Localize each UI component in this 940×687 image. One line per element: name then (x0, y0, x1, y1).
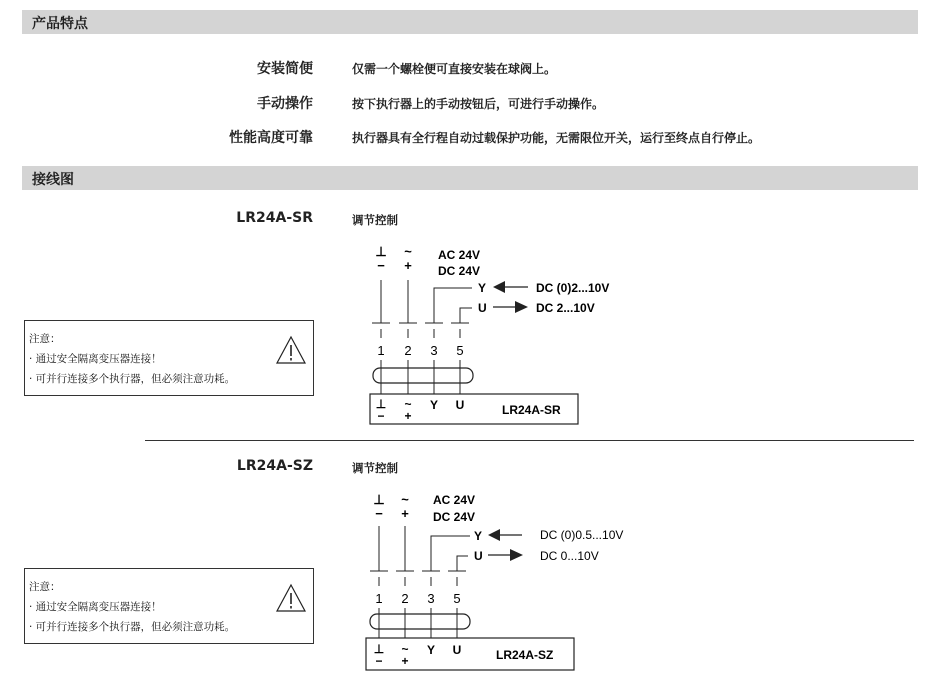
y-signal-name: Y (474, 529, 483, 543)
minus-symbol: − (375, 506, 383, 521)
feature-text: 按下执行器上的手动按钮后，可进行手动操作。 (352, 97, 605, 111)
feature-label: 安装简便 (257, 61, 313, 77)
plus-symbol: + (401, 654, 409, 668)
arrow-left-icon (493, 281, 505, 293)
section-title: 产品特点 (32, 16, 88, 32)
feature-text: 执行器具有全行程自动过载保护功能，无需限位开关，运行至终点自行停止。 (352, 131, 761, 145)
u-signal-name: U (474, 549, 483, 563)
terminal-number: 3 (427, 591, 435, 606)
section-title: 接线图 (32, 172, 74, 188)
box-model-label: LR24A-SZ (496, 648, 554, 662)
terminal-number: 1 (375, 591, 383, 606)
u-signal-name: U (478, 301, 487, 315)
minus-symbol: − (377, 258, 385, 273)
box-y-label: Y (426, 643, 436, 657)
caution-note (24, 320, 314, 396)
feature-text: 仅需一个螺栓便可直接安装在球阀上。 (352, 62, 557, 76)
y-signal-name: Y (478, 281, 487, 295)
note-line: · 可并行连接多个执行器，但必须注意功耗。 (29, 621, 236, 633)
cable-sheath (373, 368, 473, 383)
supply-dc-label: DC 24V (438, 264, 481, 278)
arrow-right-icon (510, 549, 523, 561)
box-u-label: U (452, 643, 462, 657)
minus-symbol: − (377, 409, 385, 423)
warning-triangle-icon (275, 583, 307, 613)
box-u-label: U (455, 398, 465, 412)
terminal-number: 2 (401, 591, 409, 606)
plus-symbol: + (404, 258, 412, 273)
note-title: 注意： (29, 581, 61, 593)
control-type-label: 调节控制 (352, 461, 398, 475)
box-y-label: Y (429, 398, 439, 412)
supply-ac-label: AC 24V (438, 248, 481, 262)
u-signal-range: DC 0...10V (540, 549, 599, 563)
plus-symbol: + (401, 506, 409, 521)
terminal-number: 2 (404, 343, 412, 358)
terminal-number: 5 (456, 343, 464, 358)
y-signal-range: DC (0)0.5...10V (540, 528, 624, 542)
tilde-symbol: ~ (404, 244, 412, 259)
note-line: · 可并行连接多个执行器，但必须注意功耗。 (29, 373, 236, 385)
wiring-diagram-lr24a-sz (360, 484, 660, 684)
terminal-number: 5 (453, 591, 461, 606)
tilde-symbol: ~ (404, 397, 412, 411)
arrow-left-icon (488, 529, 500, 541)
terminal-number: 3 (430, 343, 438, 358)
ground-symbol: ⊥ (375, 244, 387, 259)
plus-symbol: + (404, 409, 412, 423)
model-label: LR24A-SZ (236, 458, 313, 474)
terminal-number: 1 (377, 343, 385, 358)
tilde-symbol: ~ (401, 492, 409, 507)
note-title: 注意： (29, 333, 61, 345)
note-line: · 通过安全隔离变压器连接！ (29, 601, 162, 613)
model-label: LR24A-SR (236, 210, 313, 226)
supply-ac-label: AC 24V (433, 493, 476, 507)
warning-triangle-icon (275, 335, 307, 365)
section-header-wiring (22, 166, 918, 190)
divider (145, 440, 914, 441)
u-signal-range: DC 2...10V (536, 301, 595, 315)
feature-label: 性能高度可靠 (229, 130, 313, 146)
ground-symbol: ⊥ (373, 642, 385, 656)
feature-label: 手动操作 (257, 96, 313, 112)
y-signal-range: DC (0)2...10V (536, 281, 610, 295)
ground-symbol: ⊥ (375, 397, 387, 411)
cable-sheath (370, 614, 470, 629)
box-model-label: LR24A-SR (502, 403, 561, 417)
wiring-diagram-lr24a-sr (360, 236, 660, 436)
ground-symbol: ⊥ (373, 492, 385, 507)
arrow-right-icon (515, 301, 528, 313)
caution-note (24, 568, 314, 644)
section-header-features (22, 10, 918, 34)
tilde-symbol: ~ (401, 642, 409, 656)
note-line: · 通过安全隔离变压器连接！ (29, 353, 162, 365)
control-type-label: 调节控制 (352, 213, 398, 227)
supply-dc-label: DC 24V (433, 510, 476, 524)
minus-symbol: − (375, 654, 383, 668)
